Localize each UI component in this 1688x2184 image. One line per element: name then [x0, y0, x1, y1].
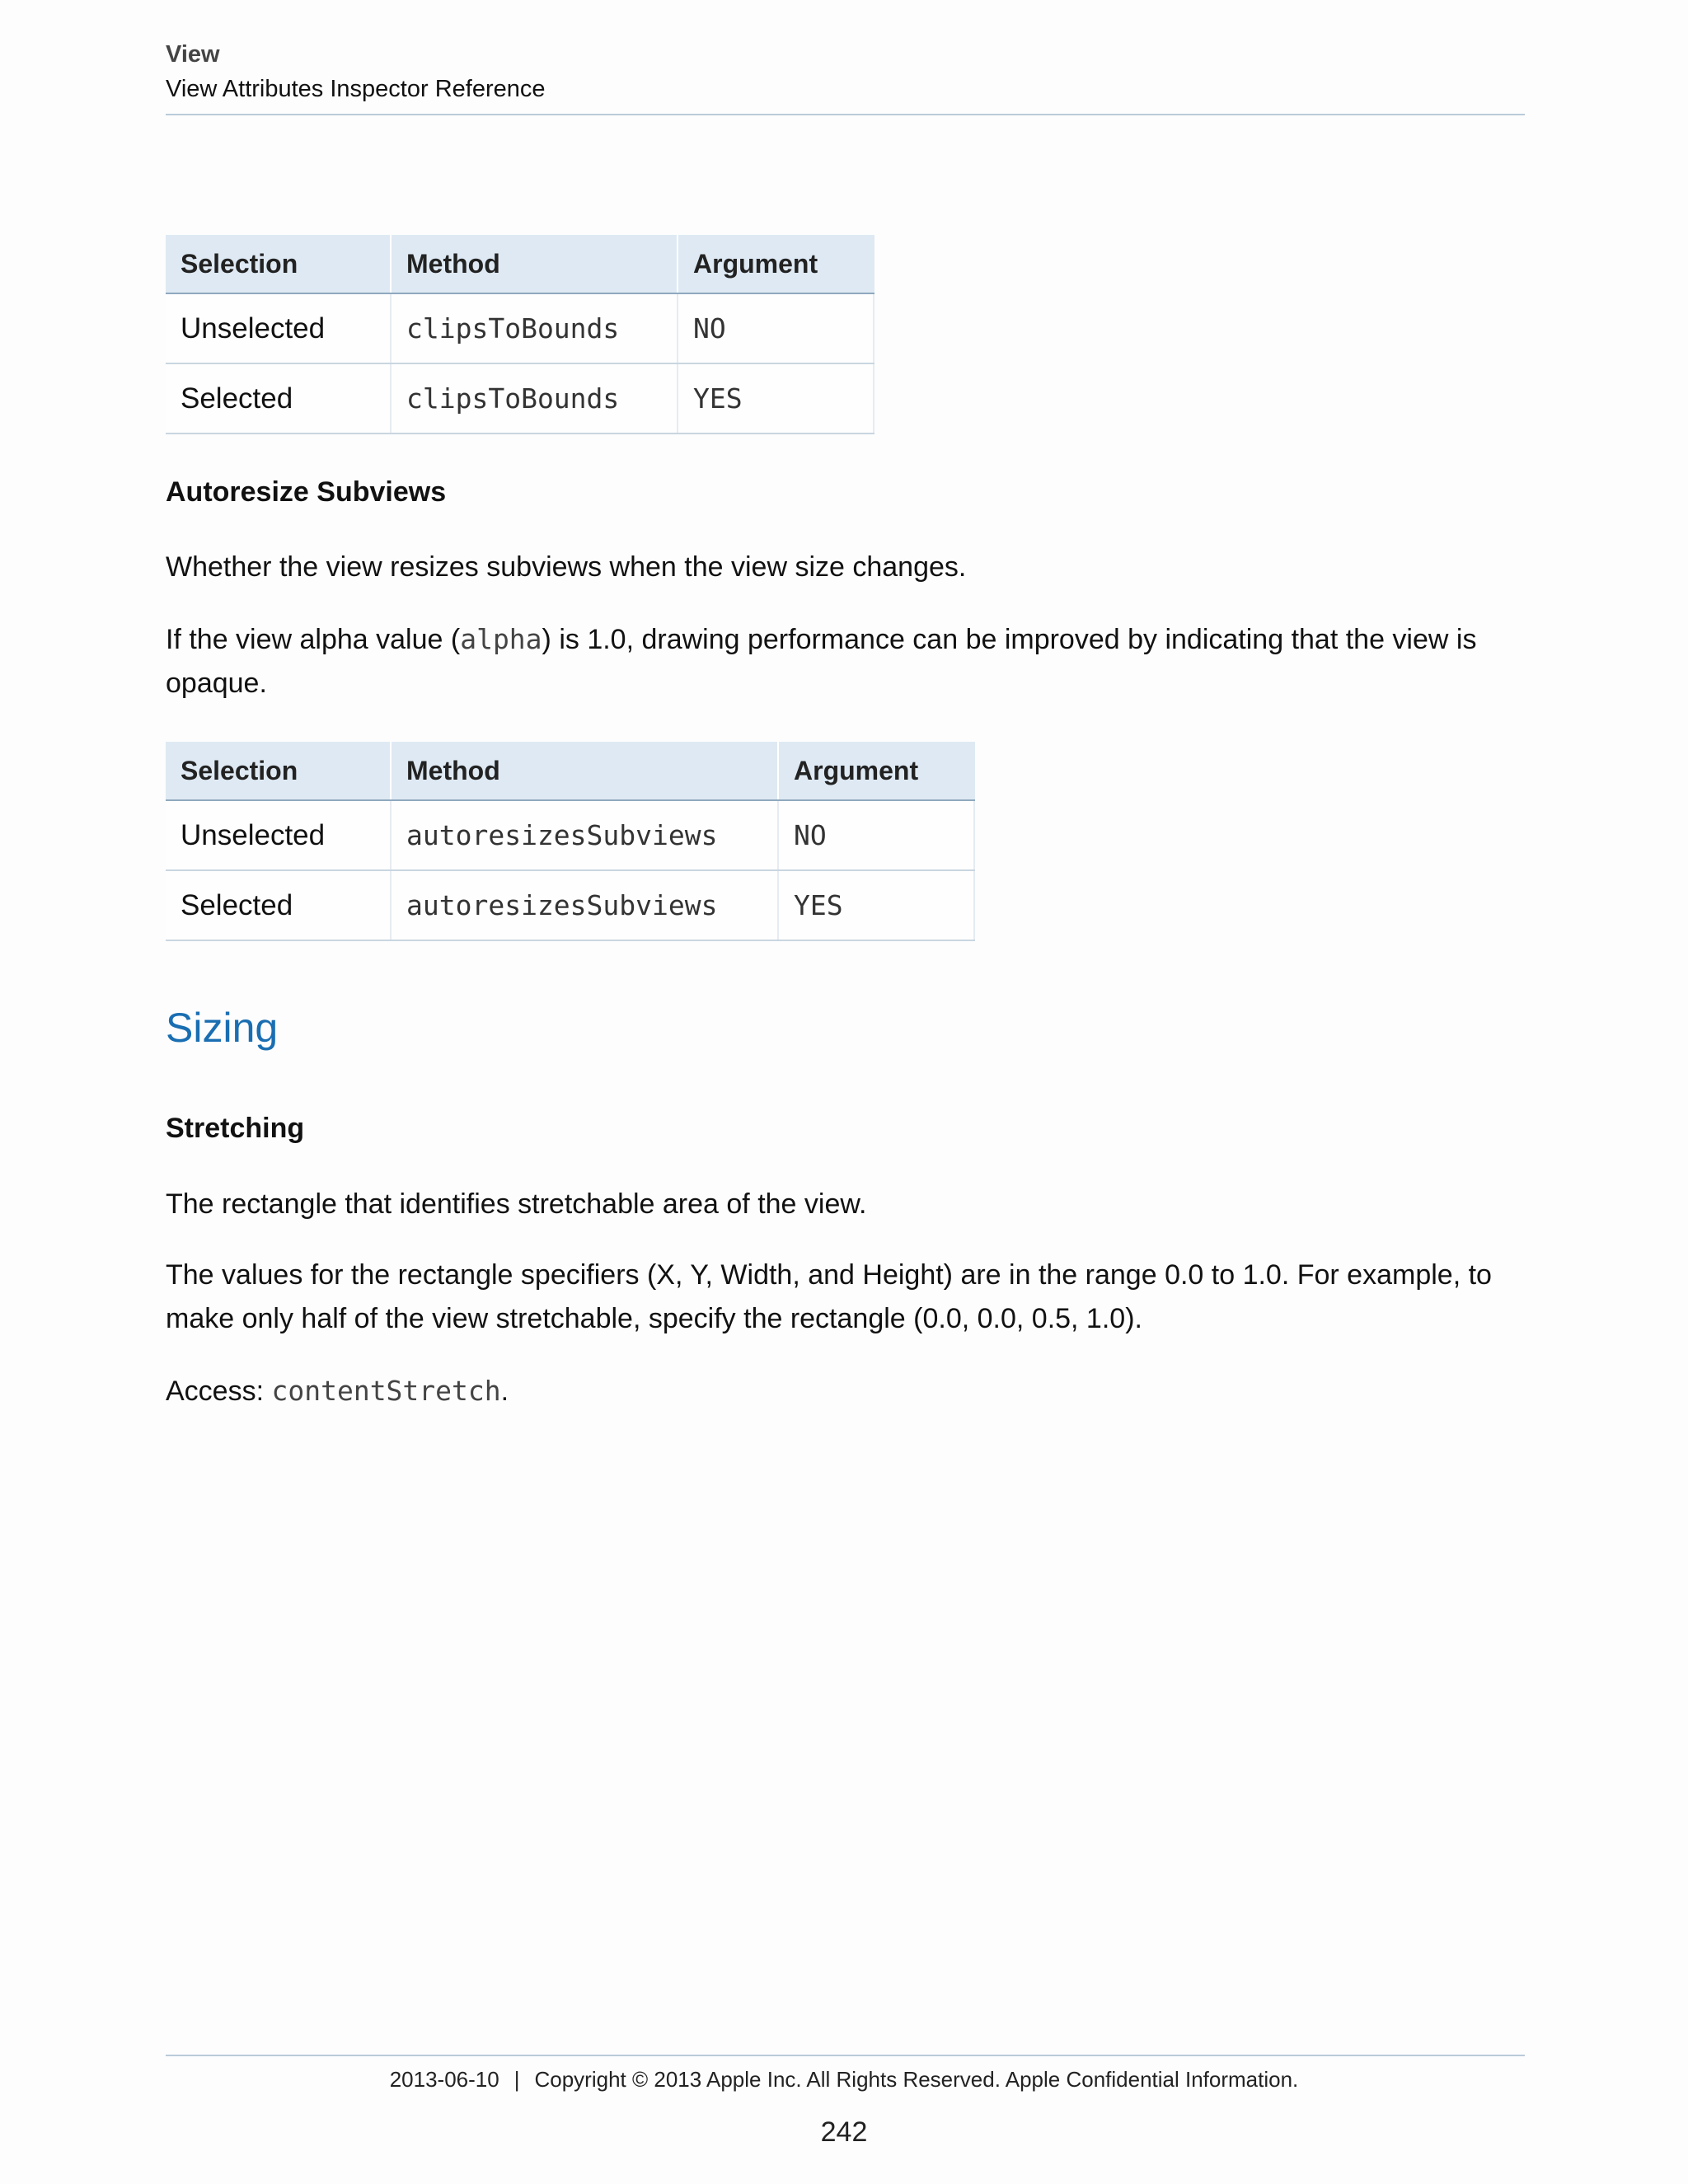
autoresize-description: Whether the view resizes subviews when the view size changes. — [166, 551, 967, 583]
stretching-detail: The values for the rectangle specifiers (X, Y, Width, and Height) are in the range 0.0 to 1.0. For example, to make only half of the view stretchable, specify the rectangle (0.0, 0.0, 0.5, 1.0). — [166, 1259, 1492, 1334]
cell-method: clipsToBounds — [391, 293, 678, 363]
section-title-sizing: Sizing — [166, 1005, 279, 1051]
page-header — [166, 38, 1525, 105]
cell-method: clipsToBounds — [391, 363, 678, 434]
stretching-heading: Stretching — [166, 1113, 305, 1144]
cell-argument: NO — [678, 293, 874, 363]
table-row — [166, 363, 874, 434]
cell-method: autoresizesSubviews — [391, 870, 778, 940]
cell-argument: NO — [778, 800, 974, 870]
note-text-before: If the view alpha value ( — [166, 624, 461, 655]
cell-argument: YES — [678, 363, 874, 434]
cell-selection: Unselected — [166, 800, 391, 870]
cell-selection: Selected — [166, 363, 391, 434]
header-divider — [166, 114, 1525, 115]
cell-argument: YES — [778, 870, 974, 940]
page-number: 242 — [820, 2116, 868, 2148]
table-row — [166, 293, 874, 363]
table-row — [166, 800, 974, 870]
table-header-row — [166, 742, 974, 800]
stretching-description: The rectangle that identifies stretchable area of the view. — [166, 1188, 867, 1220]
column-header-method: Method — [391, 235, 678, 293]
cell-selection: Selected — [166, 870, 391, 940]
access-end: . — [500, 1376, 509, 1407]
column-header-selection: Selection — [166, 235, 391, 293]
table-header-row — [166, 235, 874, 293]
header-chapter: View — [166, 41, 220, 68]
cell-method: autoresizesSubviews — [391, 800, 778, 870]
autoresizes-subviews-table — [166, 742, 975, 941]
table-row — [166, 870, 974, 940]
column-header-selection: Selection — [166, 742, 391, 800]
footer-line — [0, 2067, 1688, 2093]
header-section: View Attributes Inspector Reference — [166, 76, 546, 102]
stretching-access — [166, 1369, 1525, 1413]
note-text-after: ) is 1.0, drawing performance can be improved by indicating that the view is opaque. — [166, 624, 1477, 699]
column-header-method: Method — [391, 742, 778, 800]
footer-divider — [166, 2055, 1525, 2056]
clips-to-bounds-table — [166, 235, 874, 434]
note-code-alpha: alpha — [460, 623, 542, 655]
access-code: contentStretch — [271, 1375, 501, 1407]
access-label: Access: — [166, 1376, 272, 1407]
footer-date: 2013-06-10 — [389, 2067, 499, 2092]
column-header-argument: Argument — [778, 742, 974, 800]
autoresize-heading: Autoresize Subviews — [166, 476, 447, 508]
cell-selection: Unselected — [166, 293, 391, 363]
column-header-argument: Argument — [678, 235, 874, 293]
autoresize-note — [166, 617, 1525, 705]
footer-separator: | — [513, 2067, 520, 2092]
footer-copyright: Copyright © 2013 Apple Inc. All Rights Reserved. Apple Confidential Information. — [534, 2067, 1299, 2092]
